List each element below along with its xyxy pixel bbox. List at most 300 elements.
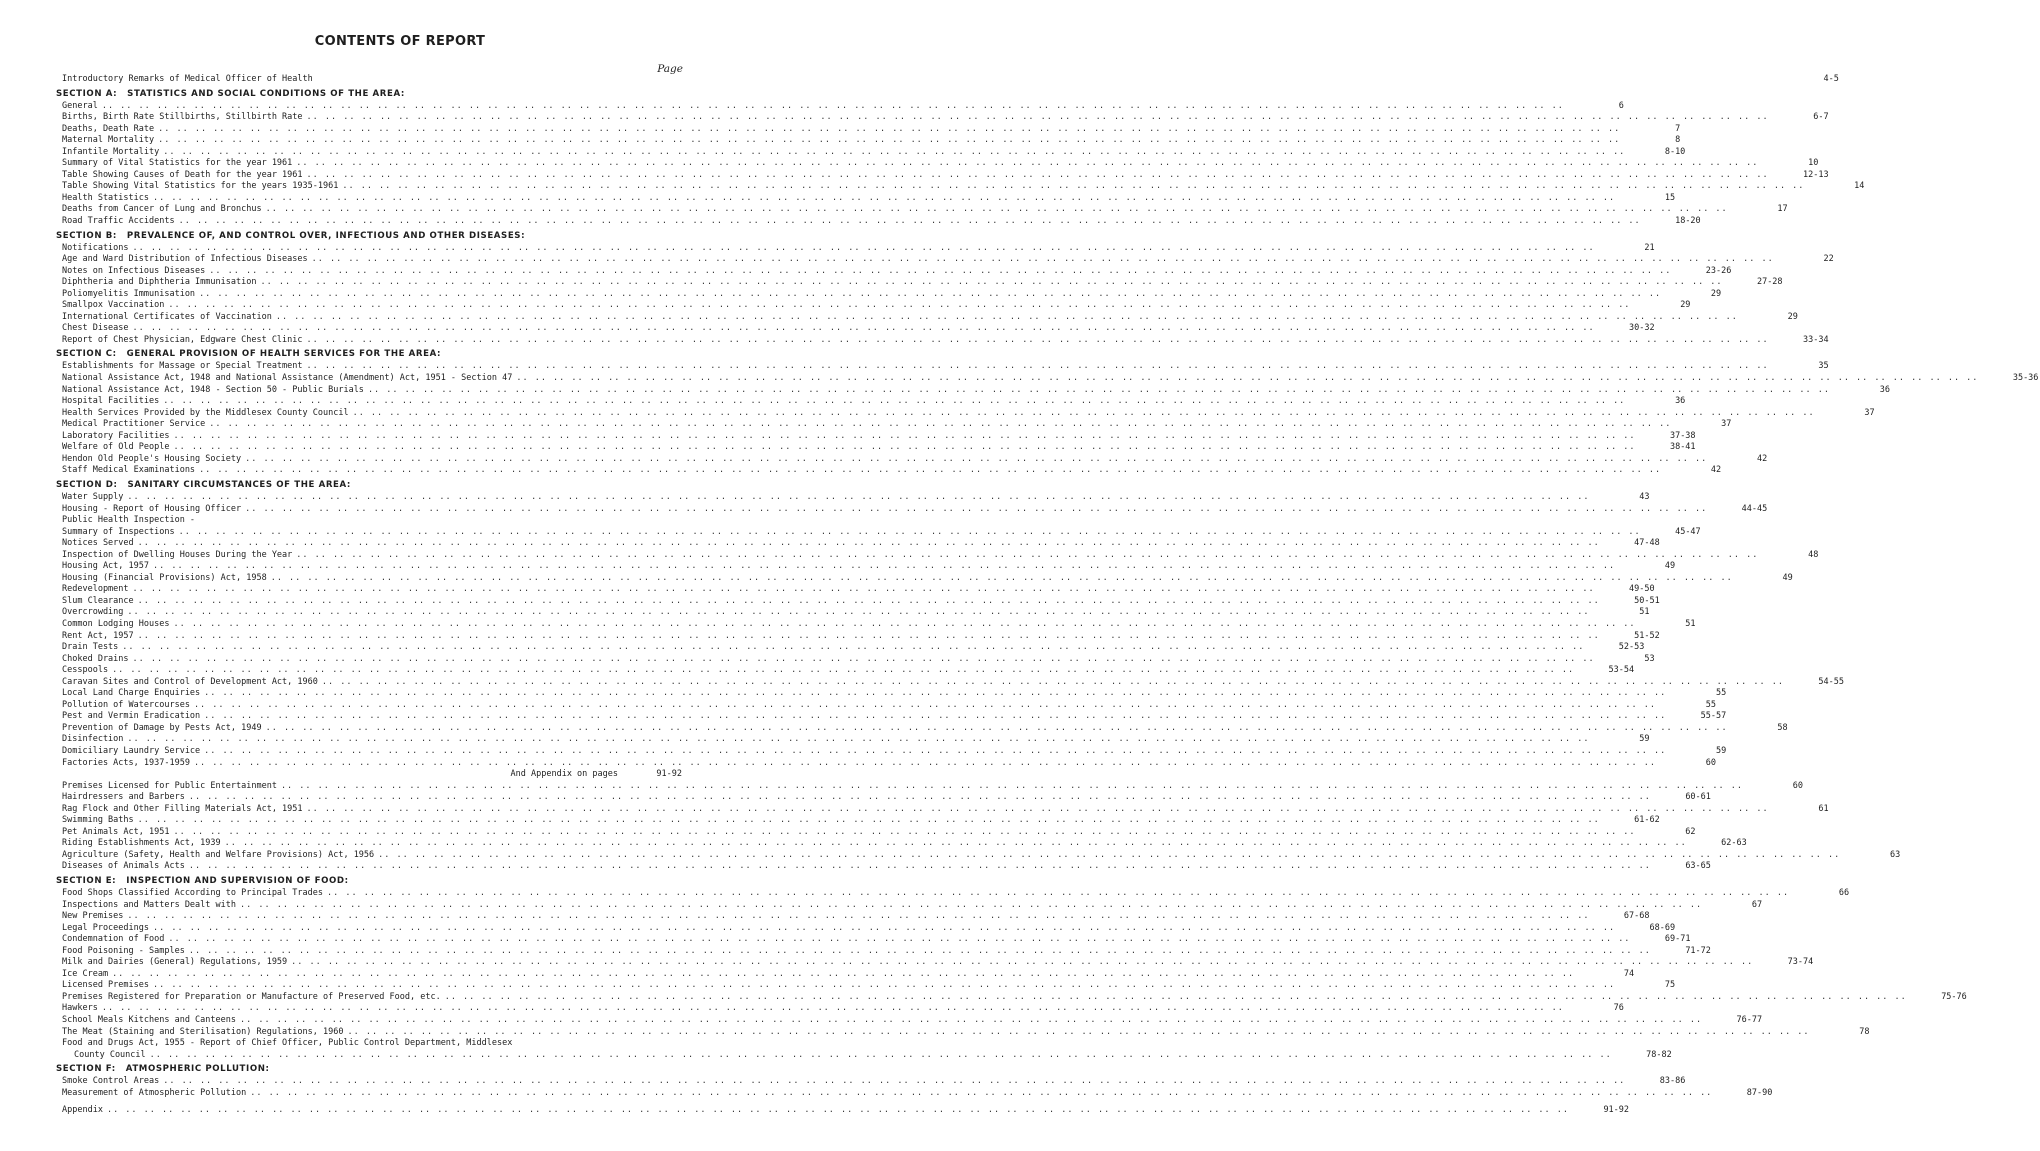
entry-label: Notifications bbox=[62, 242, 129, 253]
entry-page: 53-54 bbox=[1608, 665, 1635, 676]
entry-label: Maternal Mortality bbox=[62, 135, 155, 146]
contents-entry bbox=[62, 665, 1635, 677]
section-number: SECTION F: bbox=[56, 1064, 116, 1075]
leader-dots: .. .. .. .. .. .. .. .. .. .. .. .. .. .. .. .. .. .. .. .. .. .. .. .. .. .. .. .. .. .. .. .. .. .. .. .. .. .. .. .. .. .. .. .. .. .. .. .. .. .. .. .. .. .. .. .. .. .. .. .. .. .. .. .. .. .. .. .. .. .. .. .. .. .. .. .. .. .. .. .. bbox=[127, 734, 1590, 745]
entry-label: New Premises bbox=[62, 911, 124, 922]
entry-page: 75 bbox=[1664, 980, 1676, 991]
contents-entry bbox=[62, 192, 1676, 205]
entry-page: 30-32 bbox=[1629, 323, 1655, 334]
leader-dots: .. .. .. .. .. .. .. .. .. .. .. .. .. .. .. .. .. .. .. .. .. .. .. .. .. .. .. .. .. .. .. .. .. .. .. .. .. .. .. .. .. .. .. .. .. .. .. .. .. .. .. .. .. .. .. .. .. .. .. .. .. .. .. .. .. .. .. .. .. .. .. .. .. .. .. .. .. .. .. .. bbox=[188, 792, 1651, 803]
contents-entry bbox=[62, 430, 1696, 443]
contents-entry bbox=[62, 584, 1655, 596]
contents-entry bbox=[62, 991, 1967, 1004]
entry-label: Summary of Inspections bbox=[62, 526, 175, 537]
entry-label: School Meals Kitchens and Canteens bbox=[62, 1015, 236, 1026]
entry-page: 78 bbox=[1859, 1026, 1870, 1037]
entry-page: 58 bbox=[1777, 722, 1788, 733]
entry-label: Table Showing Vital Statistics for the years 1935-1961 bbox=[62, 181, 339, 192]
contents-entry bbox=[62, 181, 1865, 193]
entry-page: 36 bbox=[1879, 384, 1891, 395]
section-heading bbox=[56, 479, 684, 492]
entry-label: Drain Tests bbox=[62, 642, 119, 653]
entry-page: 50-51 bbox=[1634, 595, 1660, 606]
contents-entry-intro bbox=[62, 74, 1839, 86]
entry-page: 59 bbox=[1716, 745, 1727, 756]
contents-entry bbox=[62, 945, 1711, 958]
entry-page: 62 bbox=[1685, 826, 1696, 837]
entry-label: Laboratory Facilities bbox=[62, 430, 170, 441]
entry-page: 37-38 bbox=[1669, 430, 1696, 441]
entry-page: 69-71 bbox=[1664, 934, 1691, 945]
entry-page: 51-52 bbox=[1634, 630, 1660, 641]
section-title: SANITARY CIRCUMSTANCES OF THE AREA: bbox=[127, 479, 351, 490]
contents-entry bbox=[62, 888, 1850, 900]
entry-label: Premises Licensed for Public Entertainment bbox=[62, 780, 277, 791]
contents-entry bbox=[62, 934, 1691, 946]
leader-dots: .. .. .. .. .. .. .. .. .. .. .. .. .. .. .. .. .. .. .. .. .. .. .. .. .. .. .. .. .. .. .. .. .. .. .. .. .. .. .. .. .. .. .. .. .. .. .. .. .. .. .. .. .. .. .. .. .. .. .. .. .. .. .. .. .. .. .. .. .. .. .. .. .. .. .. .. .. .. .. .. bbox=[204, 745, 1667, 756]
leader-dots: .. .. .. .. .. .. .. .. .. .. .. .. .. .. .. .. .. .. .. .. .. .. .. .. .. .. .. .. .. .. .. .. .. .. .. .. .. .. .. .. .. .. .. .. .. .. .. .. .. .. .. .. .. .. .. .. .. .. .. .. .. .. .. .. .. .. .. .. .. .. .. .. .. .. .. .. .. .. .. .. bbox=[342, 181, 1805, 192]
leader-dots: .. .. .. .. .. .. .. .. .. .. .. .. .. .. .. .. .. .. .. .. .. .. .. .. .. .. .. .. .. .. .. .. .. .. .. .. .. .. .. .. .. .. .. .. .. .. .. .. .. .. .. .. .. .. .. .. .. .. .. .. .. .. .. .. .. .. .. .. .. .. .. .. .. .. .. .. .. .. .. .. bbox=[127, 491, 1590, 502]
leader-dots: .. .. .. .. .. .. .. .. .. .. .. .. .. .. .. .. .. .. .. .. .. .. .. .. .. .. .. .. .. .. .. .. .. .. .. .. .. .. .. .. .. .. .. .. .. .. .. .. .. .. .. .. .. .. .. .. .. .. .. .. .. .. .. .. .. .. .. .. .. .. .. .. .. .. .. .. .. .. .. .. bbox=[306, 803, 1769, 814]
contents-entry bbox=[62, 803, 1829, 816]
contents-entry bbox=[62, 722, 1788, 735]
contents-entry bbox=[62, 780, 1804, 793]
contents-entry bbox=[62, 158, 1819, 170]
contents-entry bbox=[62, 642, 1645, 654]
entry-label: Staff Medical Examinations bbox=[62, 465, 196, 476]
section-heading bbox=[56, 88, 684, 101]
section-heading bbox=[56, 348, 684, 361]
entry-page: 23-26 bbox=[1705, 265, 1732, 276]
entry-label: General bbox=[62, 100, 98, 111]
contents-entry bbox=[62, 407, 1875, 420]
leader-dots: .. .. .. .. .. .. .. .. .. .. .. .. .. .. .. .. .. .. .. .. .. .. .. .. .. .. .. .. .. .. .. .. .. .. .. .. .. .. .. .. .. .. .. .. .. .. .. .. .. .. .. .. .. .. .. .. .. .. .. .. .. .. .. .. .. .. .. .. .. .. .. .. .. .. .. .. .. .. .. .. bbox=[168, 300, 1631, 311]
entry-page: 29 bbox=[1680, 300, 1691, 311]
leader-dots: .. .. .. .. .. .. .. .. .. .. .. .. .. .. .. .. .. .. .. .. .. .. .. .. .. .. .. .. .. .. .. .. .. .. .. .. .. .. .. .. .. .. .. .. .. .. .. .. .. .. .. .. .. .. .. .. .. .. .. .. .. .. .. .. .. .. .. .. .. .. .. .. .. .. .. .. .. .. .. .. bbox=[158, 135, 1621, 146]
leader-dots: .. .. .. .. .. .. .. .. .. .. .. .. .. .. .. .. .. .. .. .. .. .. .. .. .. .. .. .. .. .. .. .. .. .. .. .. .. .. .. .. .. .. .. .. .. .. .. .. .. .. .. .. .. .. .. .. .. .. .. .. .. .. .. .. .. .. .. .. .. .. .. .. .. .. .. .. .. .. .. .. bbox=[127, 607, 1590, 618]
entry-label: Report of Chest Physician, Edgware Chest Clinic bbox=[62, 334, 303, 345]
entry-page: 51 bbox=[1685, 618, 1696, 629]
leader-dots: .. .. .. .. .. .. .. .. .. .. .. .. .. .. .. .. .. .. .. .. .. .. .. .. .. .. .. .. .. .. .. .. .. .. .. .. .. .. .. .. .. .. .. .. .. .. .. .. .. .. .. .. .. .. .. .. .. .. .. .. .. .. .. .. .. .. .. .. .. .. .. .. .. .. .. .. .. .. .. .. bbox=[132, 242, 1595, 253]
entry-page: 49-50 bbox=[1629, 584, 1655, 595]
entry-page: 8-10 bbox=[1664, 146, 1686, 157]
entry-label: Hendon Old People's Housing Society bbox=[62, 453, 242, 464]
entry-page: 51 bbox=[1639, 607, 1650, 618]
leader-dots: .. .. .. .. .. .. .. .. .. .. .. .. .. .. .. .. .. .. .. .. .. .. .. .. .. .. .. .. .. .. .. .. .. .. .. .. .. .. .. .. .. .. .. .. .. .. .. .. .. .. .. .. .. .. .. .. .. .. .. .. .. .. .. .. .. .. .. .. .. .. .. .. .. .. .. .. .. .. .. .. bbox=[240, 899, 1703, 910]
contents-entry bbox=[62, 526, 1701, 539]
entry-page: 29 bbox=[1710, 288, 1722, 299]
contents-entry bbox=[62, 491, 1650, 504]
entry-page: 76 bbox=[1613, 1003, 1624, 1014]
leader-dots: .. .. .. .. .. .. .. .. .. .. .. .. .. .. .. .. .. .. .. .. .. .. .. .. .. .. .. .. .. .. .. .. .. .. .. .. .. .. .. .. .. .. .. .. .. .. .. .. .. .. .. .. .. .. .. .. .. .. .. .. .. .. .. .. .. .. .. .. .. .. .. .. .. .. .. .. .. .. .. .. bbox=[204, 711, 1667, 722]
contents-entry bbox=[62, 112, 1829, 124]
entry-label: Condemnation of Food bbox=[62, 934, 165, 945]
entry-page: 42 bbox=[1710, 465, 1722, 476]
section-heading bbox=[56, 1063, 684, 1076]
contents-entry bbox=[62, 922, 1676, 935]
entry-page: 18-20 bbox=[1675, 216, 1701, 227]
entry-label: Inspections and Matters Dealt with bbox=[62, 899, 236, 910]
leader-dots: .. .. .. .. .. .. .. .. .. .. .. .. .. .. .. .. .. .. .. .. .. .. .. .. .. .. .. .. .. .. .. .. .. .. .. .. .. .. .. .. .. .. .. .. .. .. .. .. .. .. .. .. .. .. .. .. .. .. .. .. .. .. .. .. .. .. .. .. .. .. .. .. .. .. .. .. .. .. .. .. bbox=[204, 688, 1667, 699]
entry-page: 60-61 bbox=[1685, 792, 1711, 803]
leader-dots: .. .. .. .. .. .. .. .. .. .. .. .. .. .. .. .. .. .. .. .. .. .. .. .. .. .. .. .. .. .. .. .. .. .. .. .. .. .. .. .. .. .. .. .. .. .. .. .. .. .. .. .. .. .. .. .. .. .. .. .. .. .. .. .. .. .. .. .. .. .. .. .. .. .. .. .. .. .. .. .. bbox=[199, 465, 1662, 476]
leader-dots: .. .. .. .. .. .. .. .. .. .. .. .. .. .. .. .. .. .. .. .. .. .. .. .. .. .. .. .. .. .. .. .. .. .. .. .. .. .. .. .. .. .. .. .. .. .. .. .. .. .. .. .. .. .. .. .. .. .. .. .. .. .. .. .. .. .. .. .. .. .. .. .. .. .. .. .. .. .. .. .. bbox=[260, 277, 1723, 288]
entry-page: 36 bbox=[1675, 396, 1686, 407]
entry-page: 83-86 bbox=[1659, 1076, 1686, 1087]
contents-entry bbox=[62, 135, 1681, 147]
page-title: CONTENTS OF REPORT bbox=[314, 34, 486, 49]
leader-dots: .. .. .. .. .. .. .. .. .. .. .. .. .. .. .. .. .. .. .. .. .. .. .. .. .. .. .. .. .. .. .. .. .. .. .. .. .. .. .. .. .. .. .. .. .. .. .. .. .. .. .. .. .. .. .. .. .. .. .. .. .. .. .. .. .. .. .. .. .. .. .. .. .. .. .. .. .. .. .. .. bbox=[173, 618, 1636, 629]
leader-dots: .. .. .. .. .. .. .. .. .. .. .. .. .. .. .. .. .. .. .. .. .. .. .. .. .. .. .. .. .. .. .. .. .. .. .. .. .. .. .. .. .. .. .. .. .. .. .. .. .. .. .. .. .. .. .. .. .. .. .. .. .. .. .. .. .. .. .. .. .. .. .. .. .. .. .. .. .. .. .. .. bbox=[209, 265, 1672, 276]
leader-dots: .. .. .. .. .. .. .. .. .. .. .. .. .. .. .. .. .. .. .. .. .. .. .. .. .. .. .. .. .. .. .. .. .. .. .. .. .. .. .. .. .. .. .. .. .. .. .. .. .. .. .. .. .. .. .. .. .. .. .. .. .. .. .. .. .. .. .. .. .. .. .. .. .. .. .. .. .. .. .. .. bbox=[168, 934, 1631, 945]
entry-page: 59 bbox=[1639, 734, 1650, 745]
leader-dots: .. .. .. .. .. .. .. .. .. .. .. .. .. .. .. .. .. .. .. .. .. .. .. .. .. .. .. .. .. .. .. .. .. .. .. .. .. .. .. .. .. .. .. .. .. .. .. .. .. .. .. .. .. .. .. .. .. .. .. .. .. .. .. .. .. .. .. .. .. .. .. .. .. .. .. .. .. .. .. .. bbox=[444, 991, 1907, 1002]
leader-dots: .. .. .. .. .. .. .. .. .. .. .. .. .. .. .. .. .. .. .. .. .. .. .. .. .. .. .. .. .. .. .. .. .. .. .. .. .. .. .. .. .. .. .. .. .. .. .. .. .. .. .. .. .. .. .. .. .. .. .. .. .. .. .. .. .. .. .. .. .. .. .. .. .. .. .. .. .. .. .. .. bbox=[173, 430, 1636, 441]
page-column-header: Page bbox=[657, 63, 683, 75]
contents-entry bbox=[62, 538, 1660, 550]
entry-page: 60 bbox=[1792, 780, 1804, 791]
entry-label: Agriculture (Safety, Health and Welfare Provisions) Act, 1956 bbox=[62, 849, 375, 860]
entry-label: Deaths from Cancer of Lung and Bronchus bbox=[62, 204, 262, 215]
contents-entry bbox=[62, 123, 1681, 136]
leader-dots: .. .. .. .. .. .. .. .. .. .. .. .. .. .. .. .. .. .. .. .. .. .. .. .. .. .. .. .. .. .. .. .. .. .. .. .. .. .. .. .. .. .. .. .. .. .. .. .. .. .. .. .. .. .. .. .. .. .. .. .. .. .. .. .. .. .. .. .. .. .. .. .. .. .. .. .. .. .. .. .. bbox=[173, 442, 1636, 453]
entry-page: 10 bbox=[1808, 158, 1819, 169]
contents-entry bbox=[62, 676, 1844, 689]
leader-dots: .. .. .. .. .. .. .. .. .. .. .. .. .. .. .. .. .. .. .. .. .. .. .. .. .. .. .. .. .. .. .. .. .. .. .. .. .. .. .. .. .. .. .. .. .. .. .. .. .. .. .. .. .. .. .. .. .. .. .. .. .. .. .. .. .. .. .. .. .. .. .. .. .. .. .. .. .. .. .. .. bbox=[224, 838, 1687, 849]
leader-dots: .. .. .. .. .. .. .. .. .. .. .. .. .. .. .. .. .. .. .. .. .. .. .. .. .. .. .. .. .. .. .. .. .. .. .. .. .. .. .. .. .. .. .. .. .. .. .. .. .. .. .. .. .. .. .. .. .. .. .. .. .. .. .. .. .. .. .. .. .. .. .. .. .. .. .. .. .. .. .. .. bbox=[101, 1003, 1564, 1014]
leader-dots: .. .. .. .. .. .. .. .. .. .. .. .. .. .. .. .. .. .. .. .. .. .. .. .. .. .. .. .. .. .. .. .. .. .. .. .. .. .. .. .. .. .. .. .. .. .. .. .. .. .. .. .. .. .. .. .. .. .. .. .. .. .. .. .. .. .. .. .. .. .. .. .. .. .. .. .. .. .. .. .. bbox=[158, 123, 1621, 134]
leader-dots: .. .. .. .. .. .. .. .. .. .. .. .. .. .. .. .. .. .. .. .. .. .. .. .. .. .. .. .. .. .. .. .. .. .. .. .. .. .. .. .. .. .. .. .. .. .. .. .. .. .. .. .. .. .. .. .. .. .. .. .. .. .. .. .. .. .. .. .. .. .. .. .. .. .. .. .. .. .. .. .. bbox=[306, 169, 1769, 180]
entry-page: 49 bbox=[1782, 572, 1793, 583]
entry-page: 87-90 bbox=[1746, 1087, 1773, 1098]
entry-label: Health Statistics bbox=[62, 192, 149, 203]
contents-entry bbox=[62, 688, 1727, 700]
entry-label: Hawkers bbox=[62, 1003, 98, 1014]
entry-page: 4-5 bbox=[1823, 74, 1839, 84]
entry-page: 55 bbox=[1716, 688, 1727, 699]
leader-dots: .. .. .. .. .. .. .. .. .. .. .. .. .. .. .. .. .. .. .. .. .. .. .. .. .. .. .. .. .. .. .. .. .. .. .. .. .. .. .. .. .. .. .. .. .. .. .. .. .. .. .. .. .. .. .. .. .. .. .. .. .. .. .. .. .. .. .. .. .. .. .. .. .. .. .. .. .. .. .. .. bbox=[178, 216, 1641, 227]
contents-entry bbox=[62, 216, 1701, 228]
leader-dots: .. .. .. .. .. .. .. .. .. .. .. .. .. .. .. .. .. .. .. .. .. .. .. .. .. .. .. .. .. .. .. .. .. .. .. .. .. .. .. .. .. .. .. .. .. .. .. .. .. .. .. .. .. .. .. .. .. .. .. .. .. .. .. .. .. .. .. .. .. .. .. .. .. .. .. .. .. .. .. .. bbox=[245, 503, 1708, 514]
section-title: PREVALENCE OF, AND CONTROL OVER, INFECTIOUS AND OTHER DISEASES: bbox=[126, 230, 526, 241]
entry-label: Housing - Report of Housing Officer bbox=[62, 503, 242, 514]
leader-dots: .. .. .. .. .. .. .. .. .. .. .. .. .. .. .. .. .. .. .. .. .. .. .. .. .. .. .. .. .. .. .. .. .. .. .. .. .. .. .. .. .. .. .. .. .. .. .. .. .. .. .. .. .. .. .. .. .. .. .. .. .. .. .. .. .. .. .. .. .. .. .. .. .. .. .. .. .. .. .. .. bbox=[280, 780, 1744, 791]
contents-entry bbox=[62, 911, 1650, 923]
contents-entry bbox=[62, 384, 1891, 397]
entry-page: 61-62 bbox=[1634, 815, 1660, 826]
contents-entry bbox=[62, 503, 1768, 516]
contents-entry bbox=[62, 254, 1834, 266]
entry-page: 71-72 bbox=[1685, 945, 1711, 956]
contents-entry bbox=[62, 515, 684, 527]
entry-page: 61 bbox=[1818, 803, 1829, 814]
section-number: SECTION D: bbox=[56, 479, 118, 490]
leader-dots: .. .. .. .. .. .. .. .. .. .. .. .. .. .. .. .. .. .. .. .. .. .. .. .. .. .. .. .. .. .. .. .. .. .. .. .. .. .. .. .. .. .. .. .. .. .. .. .. .. .. .. .. .. .. .. .. .. .. .. .. .. .. .. .. .. .. .. .. .. .. .. .. .. .. .. .. .. .. .. .. bbox=[101, 100, 1564, 111]
contents-entry bbox=[62, 826, 1696, 839]
entry-label: Diphtheria and Diphtheria Immunisation bbox=[62, 277, 257, 288]
leader-dots: .. .. .. .. .. .. .. .. .. .. .. .. .. .. .. .. .. .. .. .. .. .. .. .. .. .. .. .. .. .. .. .. .. .. .. .. .. .. .. .. .. .. .. .. .. .. .. .. .. .. .. .. .. .. .. .. .. .. .. .. .. .. .. .. .. .. .. .. .. .. .. .. .. .. .. .. .. .. .. .. bbox=[296, 158, 1759, 169]
entry-page: 47-48 bbox=[1634, 538, 1660, 549]
contents-entry bbox=[62, 1038, 684, 1050]
leader-dots: .. .. .. .. .. .. .. .. .. .. .. .. .. .. .. .. .. .. .. .. .. .. .. .. .. .. .. .. .. .. .. .. .. .. .. .. .. .. .. .. .. .. .. .. .. .. .. .. .. .. .. .. .. .. .. .. .. .. .. .. .. .. .. .. .. .. .. .. .. .. .. .. .. .. .. .. .. .. .. .. bbox=[106, 1105, 1570, 1116]
leader-dots: .. .. .. .. .. .. .. .. .. .. .. .. .. .. .. .. .. .. .. .. .. .. .. .. .. .. .. .. .. .. .. .. .. .. .. .. .. .. .. .. .. .. .. .. .. .. .. .. .. .. .. .. .. .. .. .. .. .. .. .. .. .. .. .. .. .. .. .. .. .. .. .. .. .. .. .. .. .. .. .. bbox=[245, 453, 1708, 464]
entry-page: 37 bbox=[1864, 407, 1875, 418]
entry-page: 91-92 bbox=[656, 769, 682, 780]
leader-dots: .. .. .. .. .. .. .. .. .. .. .. .. .. .. .. .. .. .. .. .. .. .. .. .. .. .. .. .. .. .. .. .. .. .. .. .. .. .. .. .. .. .. .. .. .. .. .. .. .. .. .. .. .. .. .. .. .. .. .. .. .. .. .. .. .. .. .. .. .. .. .. .. .. .. .. .. .. .. .. .. bbox=[209, 419, 1672, 430]
entry-label: Common Lodging Houses bbox=[62, 618, 170, 629]
entry-label: Food Poisoning - Samples bbox=[62, 945, 185, 956]
contents-entry bbox=[62, 1003, 1624, 1015]
leader-dots: .. .. .. .. .. .. .. .. .. .. .. .. .. .. .. .. .. .. .. .. .. .. .. .. .. .. .. .. .. .. .. .. .. .. .. .. .. .. .. .. .. .. .. .. .. .. .. .. .. .. .. .. .. .. .. .. .. .. .. .. .. .. .. .. .. .. .. .. .. .. .. .. .. .. .. .. .. .. .. .. bbox=[112, 968, 1575, 979]
entry-page: 44-45 bbox=[1741, 503, 1768, 514]
leader-dots: .. .. .. .. .. .. .. .. .. .. .. .. .. .. .. .. .. .. .. .. .. .. .. .. .. .. .. .. .. .. .. .. .. .. .. .. .. .. .. .. .. .. .. .. .. .. .. .. .. .. .. .. .. .. .. .. .. .. .. .. .. .. .. .. .. .. .. .. .. .. .. .. .. .. .. .. .. .. .. .. bbox=[193, 699, 1657, 710]
entry-label: Appendix bbox=[62, 1105, 103, 1116]
contents-entry bbox=[62, 607, 1650, 619]
entry-label: Welfare of Old People bbox=[62, 442, 170, 453]
entry-label: Medical Practitioner Service bbox=[62, 419, 206, 430]
section-number: SECTION A: bbox=[56, 88, 118, 99]
entry-label: Swimming Baths bbox=[62, 815, 134, 826]
contents-entry bbox=[62, 100, 1624, 113]
entry-label: Births, Birth Rate Stillbirths, Stillbirth Rate bbox=[62, 112, 303, 123]
contents-entry bbox=[62, 146, 1686, 159]
leader-dots: .. .. .. .. .. .. .. .. .. .. .. .. .. .. .. .. .. .. .. .. .. .. .. .. .. .. .. .. .. .. .. .. .. .. .. .. .. .. .. .. .. .. .. .. .. .. .. .. .. .. .. .. .. .. .. .. .. .. .. .. .. .. .. .. .. .. .. .. .. .. .. .. .. .. .. .. .. .. .. .. bbox=[132, 653, 1595, 664]
contents-entry bbox=[62, 711, 1727, 723]
entry-page: 54-55 bbox=[1818, 676, 1844, 687]
entry-label: Food and Drugs Act, 1955 - Report of Chief Officer, Public Control Department, Middlesex bbox=[62, 1038, 513, 1049]
entry-page: 63-65 bbox=[1685, 861, 1711, 872]
contents-entry bbox=[62, 572, 1793, 585]
leader-dots: .. .. .. .. .. .. .. .. .. .. .. .. .. .. .. .. .. .. .. .. .. .. .. .. .. .. .. .. .. .. .. .. .. .. .. .. .. .. .. .. .. .. .. .. .. .. .. .. .. .. .. .. .. .. .. .. .. .. .. .. .. .. .. .. .. .. .. .. .. .. .. .. .. .. .. .. .. .. .. .. bbox=[240, 1015, 1703, 1026]
entry-page: 91-92 bbox=[1603, 1105, 1630, 1116]
contents-entry bbox=[62, 311, 1798, 324]
entry-label: Rent Act, 1957 bbox=[62, 630, 134, 641]
contents-entry bbox=[62, 453, 1768, 466]
leader-dots: .. .. .. .. .. .. .. .. .. .. .. .. .. .. .. .. .. .. .. .. .. .. .. .. .. .. .. .. .. .. .. .. .. .. .. .. .. .. .. .. .. .. .. .. .. .. .. .. .. .. .. .. .. .. .. .. .. .. .. .. .. .. .. .. .. .. .. .. .. .. .. .. .. .. .. .. .. .. .. .. bbox=[352, 407, 1815, 418]
leader-dots: .. .. .. .. .. .. .. .. .. .. .. .. .. .. .. .. .. .. .. .. .. .. .. .. .. .. .. .. .. .. .. .. .. .. .. .. .. .. .. .. .. .. .. .. .. .. .. .. .. .. .. .. .. .. .. .. .. .. .. .. .. .. .. .. .. .. .. .. .. .. .. .. .. .. .. .. .. .. .. .. bbox=[137, 815, 1600, 826]
contents-entry bbox=[62, 1105, 1630, 1117]
leader-dots: .. .. .. .. .. .. .. .. .. .. .. .. .. .. .. .. .. .. .. .. .. .. .. .. .. .. .. .. .. .. .. .. .. .. .. .. .. .. .. .. .. .. .. .. .. .. .. .. .. .. .. .. .. .. .. .. .. .. .. .. .. .. .. .. .. .. .. .. .. .. .. .. .. .. .. .. .. .. .. .. bbox=[270, 572, 1733, 583]
entry-page: 43 bbox=[1639, 491, 1650, 502]
contents-entry bbox=[62, 265, 1732, 278]
section-title: GENERAL PROVISION OF HEALTH SERVICES FOR THE AREA: bbox=[126, 349, 442, 360]
entry-page: 67-68 bbox=[1623, 911, 1650, 922]
entry-page: 21 bbox=[1644, 242, 1655, 253]
entry-page: 66 bbox=[1838, 888, 1850, 898]
contents-entry bbox=[62, 757, 1717, 770]
contents-entry bbox=[62, 361, 1829, 373]
entry-label: Ice Cream bbox=[62, 968, 109, 979]
entry-label: Pet Animals Act, 1951 bbox=[62, 826, 170, 837]
entry-label: Local Land Charge Enquiries bbox=[62, 688, 201, 699]
leader-dots: .. .. .. .. .. .. .. .. .. .. .. .. .. .. .. .. .. .. .. .. .. .. .. .. .. .. .. .. .. .. .. .. .. .. .. .. .. .. .. .. .. .. .. .. .. .. .. .. .. .. .. .. .. .. .. .. .. .. .. .. .. .. .. .. .. .. .. .. .. .. .. .. .. .. .. .. .. .. .. .. bbox=[163, 1076, 1626, 1087]
leader-dots: .. .. .. .. .. .. .. .. .. .. .. .. .. .. .. .. .. .. .. .. .. .. .. .. .. .. .. .. .. .. .. .. .. .. .. .. .. .. .. .. .. .. .. .. .. .. .. .. .. .. .. .. .. .. .. .. .. .. .. .. .. .. .. .. .. .. .. .. .. .. .. .. .. .. .. .. .. .. .. .. bbox=[311, 254, 1774, 265]
contents-entry bbox=[62, 595, 1660, 608]
entry-label: Rag Flock and Other Filling Materials Act, 1951 bbox=[62, 803, 303, 814]
leader-dots: .. .. .. .. .. .. .. .. .. .. .. .. .. .. .. .. .. .. .. .. .. .. .. .. .. .. .. .. .. .. .. .. .. .. .. .. .. .. .. .. .. .. .. .. .. .. .. .. .. .. .. .. .. .. .. .. .. .. .. .. .. .. .. .. .. .. .. .. .. .. .. .. .. .. .. .. .. .. .. .. bbox=[188, 945, 1651, 956]
entry-page: 7 bbox=[1675, 123, 1681, 134]
entry-page: 76-77 bbox=[1736, 1015, 1763, 1026]
leader-dots: .. .. .. .. .. .. .. .. .. .. .. .. .. .. .. .. .. .. .. .. .. .. .. .. .. .. .. .. .. .. .. .. .. .. .. .. .. .. .. .. .. .. .. .. .. .. .. .. .. .. .. .. .. .. .. .. .. .. .. .. .. .. .. .. .. .. .. .. .. .. .. .. .. .. .. .. .. .. .. .. bbox=[327, 888, 1790, 898]
contents-entry bbox=[62, 323, 1655, 335]
leader-dots: .. .. .. .. .. .. .. .. .. .. .. .. .. .. .. .. .. .. .. .. .. .. .. .. .. .. .. .. .. .. .. .. .. .. .. .. .. .. .. .. .. .. .. .. .. .. .. .. .. .. .. .. .. .. .. .. .. .. .. .. .. .. .. .. .. .. .. .. .. .. .. .. .. .. .. .. .. .. .. .. bbox=[321, 676, 1784, 687]
entry-label: Inspection of Dwelling Houses During the Year bbox=[62, 549, 293, 560]
leader-dots: .. .. .. .. .. .. .. .. .. .. .. .. .. .. .. .. .. .. .. .. .. .. .. .. .. .. .. .. .. .. .. .. .. .. .. .. .. .. .. .. .. .. .. .. .. .. .. .. .. .. .. .. .. .. .. .. .. .. .. .. .. .. .. .. .. .. .. .. .. .. .. .. .. .. .. .. .. .. .. .. bbox=[137, 630, 1600, 641]
section-title: INSPECTION AND SUPERVISION OF FOOD: bbox=[126, 876, 349, 886]
entry-label: Hospital Facilities bbox=[62, 396, 160, 407]
contents-entry bbox=[62, 849, 1901, 862]
contents-entry bbox=[62, 1087, 1773, 1100]
entry-page: 52-53 bbox=[1618, 642, 1645, 653]
contents-entry bbox=[62, 204, 1788, 216]
leader-dots: .. .. .. .. .. .. .. .. .. .. .. .. .. .. .. .. .. .. .. .. .. .. .. .. .. .. .. .. .. .. .. .. .. .. .. .. .. .. .. .. .. .. .. .. .. .. .. .. .. .. .. .. .. .. .. .. .. .. .. .. .. .. .. .. .. .. .. .. .. .. .. .. .. .. .. .. .. .. .. .. bbox=[132, 584, 1595, 595]
contents-entry bbox=[62, 792, 1711, 804]
entry-label: Disinfection bbox=[62, 734, 124, 745]
contents-entry bbox=[62, 980, 1676, 992]
leader-dots: .. .. .. .. .. .. .. .. .. .. .. .. .. .. .. .. .. .. .. .. .. .. .. .. .. .. .. .. .. .. .. .. .. .. .. .. .. .. .. .. .. .. .. .. .. .. .. .. .. .. .. .. .. .. .. .. .. .. .. .. .. .. .. .. .. .. .. .. .. .. .. .. .. .. .. .. .. .. .. .. bbox=[112, 665, 1575, 676]
entry-label: Measurement of Atmospheric Pollution bbox=[62, 1087, 247, 1098]
entry-label: Summary of Vital Statistics for the year 1961 bbox=[62, 158, 293, 169]
contents-entry bbox=[62, 1026, 1870, 1039]
entry-label: Water Supply bbox=[62, 491, 124, 502]
entry-page: 74 bbox=[1623, 968, 1635, 979]
contents-entry bbox=[62, 396, 1686, 408]
section-number: SECTION B: bbox=[56, 230, 117, 241]
entry-page: 63 bbox=[1890, 849, 1901, 860]
leader-dots: .. .. .. .. .. .. .. .. .. .. .. .. .. .. .. .. .. .. .. .. .. .. .. .. .. .. .. .. .. .. .. .. .. .. .. .. .. .. .. .. .. .. .. .. .. .. .. .. .. .. .. .. .. .. .. .. .. .. .. .. .. .. .. .. .. .. .. .. .. .. .. .. .. .. .. .. .. .. .. .. bbox=[188, 861, 1651, 872]
entry-label: Pollution of Watercourses bbox=[62, 699, 190, 710]
leader-dots: .. .. .. .. .. .. .. .. .. .. .. .. .. .. .. .. .. .. .. .. .. .. .. .. .. .. .. .. .. .. .. .. .. .. .. .. .. .. .. .. .. .. .. .. .. .. .. .. .. .. .. .. .. .. .. .. .. .. .. .. .. .. .. .. .. .. .. .. .. .. .. .. .. .. .. .. .. .. .. .. bbox=[137, 595, 1600, 606]
appendix-note: And Appendix on pages bbox=[510, 769, 618, 780]
entry-label: Domiciliary Laundry Service bbox=[62, 745, 201, 756]
entry-page: 38-41 bbox=[1669, 442, 1696, 453]
entry-page: 75-76 bbox=[1941, 991, 1967, 1002]
entry-label: Factories Acts, 1937-1959 bbox=[62, 757, 190, 768]
leader-dots: .. .. .. .. .. .. .. .. .. .. .. .. .. .. .. .. .. .. .. .. .. .. .. .. .. .. .. .. .. .. .. .. .. .. .. .. .. .. .. .. .. .. .. .. .. .. .. .. .. .. .. .. .. .. .. .. .. .. .. .. .. .. .. .. .. .. .. .. .. .. .. .. .. .. .. .. .. .. .. .. bbox=[291, 957, 1754, 968]
entry-page: 6-7 bbox=[1813, 112, 1829, 123]
entry-label: Hairdressers and Barbers bbox=[62, 792, 185, 803]
leader-dots: .. .. .. .. .. .. .. .. .. .. .. .. .. .. .. .. .. .. .. .. .. .. .. .. .. .. .. .. .. .. .. .. .. .. .. .. .. .. .. .. .. .. .. .. .. .. .. .. .. .. .. .. .. .. .. .. .. .. .. .. .. .. .. .. .. .. .. .. .. .. .. .. .. .. .. .. .. .. .. .. bbox=[367, 384, 1831, 395]
entry-label: Prevention of Damage by Pests Act, 1949 bbox=[62, 722, 262, 733]
entry-page: 55 bbox=[1705, 699, 1717, 710]
contents-entry bbox=[62, 277, 1783, 289]
contents-entry bbox=[62, 815, 1660, 827]
entry-label: Redevelopment bbox=[62, 584, 129, 595]
entry-page: 17 bbox=[1777, 204, 1788, 215]
entry-page: 12-13 bbox=[1803, 169, 1829, 180]
entry-page: 48 bbox=[1808, 549, 1819, 560]
contents-entry bbox=[62, 653, 1655, 666]
contents-entry bbox=[62, 549, 1819, 562]
contents-entry bbox=[62, 373, 2039, 385]
leader-dots: .. .. .. .. .. .. .. .. .. .. .. .. .. .. .. .. .. .. .. .. .. .. .. .. .. .. .. .. .. .. .. .. .. .. .. .. .. .. .. .. .. .. .. .. .. .. .. .. .. .. .. .. .. .. .. .. .. .. .. .. .. .. .. .. .. .. .. .. .. .. .. .. .. .. .. .. .. .. .. .. bbox=[173, 826, 1636, 837]
contents-entry bbox=[62, 618, 1696, 631]
contents-entry bbox=[62, 300, 1691, 312]
leader-dots: .. .. .. .. .. .. .. .. .. .. .. .. .. .. .. .. .. .. .. .. .. .. .. .. .. .. .. .. .. .. .. .. .. .. .. .. .. .. .. .. .. .. .. .. .. .. .. .. .. .. .. .. .. .. .. .. .. .. .. .. .. .. .. .. .. .. .. .. .. .. .. .. .. .. .. .. .. .. .. .. bbox=[306, 112, 1769, 123]
entry-label: Housing (Financial Provisions) Act, 1958 bbox=[62, 572, 267, 583]
entry-label: Public Health Inspection - bbox=[62, 515, 196, 526]
leader-dots: .. .. .. .. .. .. .. .. .. .. .. .. .. .. .. .. .. .. .. .. .. .. .. .. .. .. .. .. .. .. .. .. .. .. .. .. .. .. .. .. .. .. .. .. .. .. .. .. .. .. .. .. .. .. .. .. .. .. .. .. .. .. .. .. .. .. .. .. .. .. .. .. .. .. .. .. .. .. .. .. bbox=[347, 1026, 1810, 1037]
entry-label: Chest Disease bbox=[62, 323, 129, 334]
section-title: STATISTICS AND SOCIAL CONDITIONS OF THE AREA: bbox=[127, 88, 405, 99]
entry-page: 8 bbox=[1675, 135, 1681, 146]
entry-label: Smallpox Vaccination bbox=[62, 300, 165, 311]
entry-label: County Council bbox=[74, 1049, 146, 1060]
entry-page: 33-34 bbox=[1803, 334, 1829, 345]
contents-entry bbox=[62, 334, 1829, 347]
entry-page: 29 bbox=[1787, 311, 1798, 322]
leader-dots: .. .. .. .. .. .. .. .. .. .. .. .. .. .. .. .. .. .. .. .. .. .. .. .. .. .. .. .. .. .. .. .. .. .. .. .. .. .. .. .. .. .. .. .. .. .. .. .. .. .. .. .. .. .. .. .. .. .. .. .. .. .. .. .. .. .. .. .. .. .. .. .. .. .. .. .. .. .. .. .. bbox=[193, 757, 1657, 768]
leader-dots: .. .. .. .. .. .. .. .. .. .. .. .. .. .. .. .. .. .. .. .. .. .. .. .. .. .. .. .. .. .. .. .. .. .. .. .. .. .. .. .. .. .. .. .. .. .. .. .. .. .. .. .. .. .. .. .. .. .. .. .. .. .. .. .. .. .. .. .. .. .. .. .. .. .. .. .. .. .. .. .. bbox=[378, 849, 1841, 860]
entry-page: 42 bbox=[1756, 453, 1768, 464]
leader-dots: .. .. .. .. .. .. .. .. .. .. .. .. .. .. .. .. .. .. .. .. .. .. .. .. .. .. .. .. .. .. .. .. .. .. .. .. .. .. .. .. .. .. .. .. .. .. .. .. .. .. .. .. .. .. .. .. .. .. .. .. .. .. .. .. .. .. .. .. .. .. .. .. .. .. .. .. .. .. .. .. bbox=[153, 561, 1616, 572]
entry-label: Legal Proceedings bbox=[62, 922, 149, 933]
contents-entry bbox=[62, 769, 684, 781]
leader-dots: .. .. .. .. .. .. .. .. .. .. .. .. .. .. .. .. .. .. .. .. .. .. .. .. .. .. .. .. .. .. .. .. .. .. .. .. .. .. .. .. .. .. .. .. .. .. .. .. .. .. .. .. .. .. .. .. .. .. .. .. .. .. .. .. .. .. .. .. .. .. .. .. .. .. .. .. .. .. .. .. bbox=[265, 204, 1728, 215]
entry-page: 68-69 bbox=[1649, 922, 1676, 933]
entry-label: Housing Act, 1957 bbox=[62, 561, 149, 572]
contents-entry bbox=[62, 745, 1727, 758]
leader-dots: .. .. .. .. .. .. .. .. .. .. .. .. .. .. .. .. .. .. .. .. .. .. .. .. .. .. .. .. .. .. .. .. .. .. .. .. .. .. .. .. .. .. .. .. .. .. .. .. .. .. .. .. .. .. .. .. .. .. .. .. .. .. .. .. .. .. .. .. .. .. .. .. .. .. .. .. .. .. .. .. bbox=[199, 288, 1662, 299]
leader-dots: .. .. .. .. .. .. .. .. .. .. .. .. .. .. .. .. .. .. .. .. .. .. .. .. .. .. .. .. .. .. .. .. .. .. .. .. .. .. .. .. .. .. .. .. .. .. .. .. .. .. .. .. .. .. .. .. .. .. .. .. .. .. .. .. .. .. .. .. .. .. .. .. .. .. .. .. .. .. .. .. bbox=[137, 538, 1600, 549]
entry-page: 67 bbox=[1751, 899, 1763, 910]
contents-entry bbox=[62, 169, 1829, 182]
leader-dots: .. .. .. .. .. .. .. .. .. .. .. .. .. .. .. .. .. .. .. .. .. .. .. .. .. .. .. .. .. .. .. .. .. .. .. .. .. .. .. .. .. .. .. .. .. .. .. .. .. .. .. .. .. .. .. .. .. .. .. .. .. .. .. .. .. .. .. .. .. .. .. .. .. .. .. .. .. .. .. .. bbox=[265, 722, 1728, 733]
entry-page: 6 bbox=[1618, 100, 1624, 111]
leader-dots: .. .. .. .. .. .. .. .. .. .. .. .. .. .. .. .. .. .. .. .. .. .. .. .. .. .. .. .. .. .. .. .. .. .. .. .. .. .. .. .. .. .. .. .. .. .. .. .. .. .. .. .. .. .. .. .. .. .. .. .. .. .. .. .. .. .. .. .. .. .. .. .. .. .. .. .. .. .. .. .. bbox=[306, 334, 1769, 345]
entry-page: 60 bbox=[1705, 757, 1717, 768]
contents-entry bbox=[62, 838, 1747, 850]
section-heading bbox=[56, 875, 684, 888]
leader-dots: .. .. .. .. .. .. .. .. .. .. .. .. .. .. .. .. .. .. .. .. .. .. .. .. .. .. .. .. .. .. .. .. .. .. .. .. .. .. .. .. .. .. .. .. .. .. .. .. .. .. .. .. .. .. .. .. .. .. .. .. .. .. .. .. .. .. .. .. .. .. .. .. .. .. .. .. .. .. .. .. bbox=[250, 1087, 1713, 1098]
leader-dots: .. .. .. .. .. .. .. .. .. .. .. .. .. .. .. .. .. .. .. .. .. .. .. .. .. .. .. .. .. .. .. .. .. .. .. .. .. .. .. .. .. .. .. .. .. .. .. .. .. .. .. .. .. .. .. .. .. .. .. .. .. .. .. .. .. .. .. .. .. .. .. .. .. .. .. .. .. .. .. .. bbox=[178, 526, 1641, 537]
entry-page: 53 bbox=[1644, 653, 1655, 664]
leader-dots: .. .. .. .. .. .. .. .. .. .. .. .. .. .. .. .. .. .. .. .. .. .. .. .. .. .. .. .. .. .. .. .. .. .. .. .. .. .. .. .. .. .. .. .. .. .. .. .. .. .. .. .. .. .. .. .. .. .. .. .. .. .. .. .. .. .. .. .. .. .. .. .. .. .. .. .. .. .. .. .. bbox=[127, 911, 1590, 922]
entry-label: Health Services Provided by the Middlesex County Council bbox=[62, 407, 349, 418]
entry-page: 49 bbox=[1664, 561, 1676, 572]
contents-entry bbox=[62, 861, 1711, 873]
entry-label: Cesspools bbox=[62, 665, 109, 676]
entry-page: 27-28 bbox=[1756, 277, 1783, 288]
leader-dots: .. .. .. .. .. .. .. .. .. .. .. .. .. .. .. .. .. .. .. .. .. .. .. .. .. .. .. .. .. .. .. .. .. .. .. .. .. .. .. .. .. .. .. .. .. .. .. .. .. .. .. .. .. .. .. .. .. .. .. .. .. .. .. .. .. .. .. .. .. .. .. .. .. .. .. .. .. .. .. .. bbox=[306, 361, 1769, 372]
entry-label: Riding Establishments Act, 1939 bbox=[62, 838, 221, 849]
leader-dots: .. .. .. .. .. .. .. .. .. .. .. .. .. .. .. .. .. .. .. .. .. .. .. .. .. .. .. .. .. .. .. .. .. .. .. .. .. .. .. .. .. .. .. .. .. .. .. .. .. .. .. .. .. .. .. .. .. .. .. .. .. .. .. .. .. .. .. .. .. .. .. .. .. .. .. .. .. .. .. .. bbox=[153, 192, 1616, 203]
contents-entry bbox=[62, 419, 1732, 431]
sections bbox=[56, 88, 2039, 1117]
contents-list bbox=[56, 74, 2039, 1117]
entry-label: Premises Registered for Preparation or Manufacture of Preserved Food, etc. bbox=[62, 991, 441, 1002]
entry-page: 22 bbox=[1823, 254, 1834, 265]
contents-entry bbox=[62, 561, 1676, 573]
contents-entry bbox=[62, 465, 1722, 477]
contents-entry bbox=[62, 699, 1717, 712]
leader-dots: .. .. .. .. .. .. .. .. .. .. .. .. .. .. .. .. .. .. .. .. .. .. .. .. .. .. .. .. .. .. .. .. .. .. .. .. .. .. .. .. .. .. .. .. .. .. .. .. .. .. .. .. .. .. .. .. .. .. .. .. .. .. .. .. .. .. .. .. .. .. .. .. .. .. .. .. .. .. .. .. bbox=[122, 642, 1585, 653]
entry-page: 35 bbox=[1818, 361, 1829, 372]
contents-entry bbox=[62, 288, 1722, 301]
entry-label: National Assistance Act, 1948 - Section 50 - Public Burials bbox=[62, 384, 364, 395]
entry-label: The Meat (Staining and Sterilisation) Regulations, 1960 bbox=[62, 1026, 344, 1037]
entry-page: 62-63 bbox=[1721, 838, 1747, 849]
entry-label: Introductory Remarks of Medical Officer of Health bbox=[62, 74, 313, 84]
leader-dots: .. .. .. .. .. .. .. .. .. .. .. .. .. .. .. .. .. .. .. .. .. .. .. .. .. .. .. .. .. .. .. .. .. .. .. .. .. .. .. .. .. .. .. .. .. .. .. .. .. .. .. .. .. .. .. .. .. .. .. .. .. .. .. .. .. .. .. .. .. .. .. .. .. .. .. .. .. .. .. .. bbox=[275, 311, 1738, 322]
entry-label: Licensed Premises bbox=[62, 980, 149, 991]
entry-label: Caravan Sites and Control of Development Act, 1960 bbox=[62, 676, 318, 687]
section-title: ATMOSPHERIC POLLUTION: bbox=[125, 1064, 270, 1075]
entry-label: Table Showing Causes of Death for the year 1961 bbox=[62, 169, 303, 180]
entry-label: Overcrowding bbox=[62, 607, 124, 618]
entry-page: 73-74 bbox=[1787, 957, 1814, 968]
leader-dots: .. .. .. .. .. .. .. .. .. .. .. .. .. .. .. .. .. .. .. .. .. .. .. .. .. .. .. .. .. .. .. .. .. .. .. .. .. .. .. .. .. .. .. .. .. .. .. .. .. .. .. .. .. .. .. .. .. .. .. .. .. .. .. .. .. .. .. .. .. .. .. .. .. .. .. .. .. .. .. .. bbox=[163, 396, 1626, 407]
